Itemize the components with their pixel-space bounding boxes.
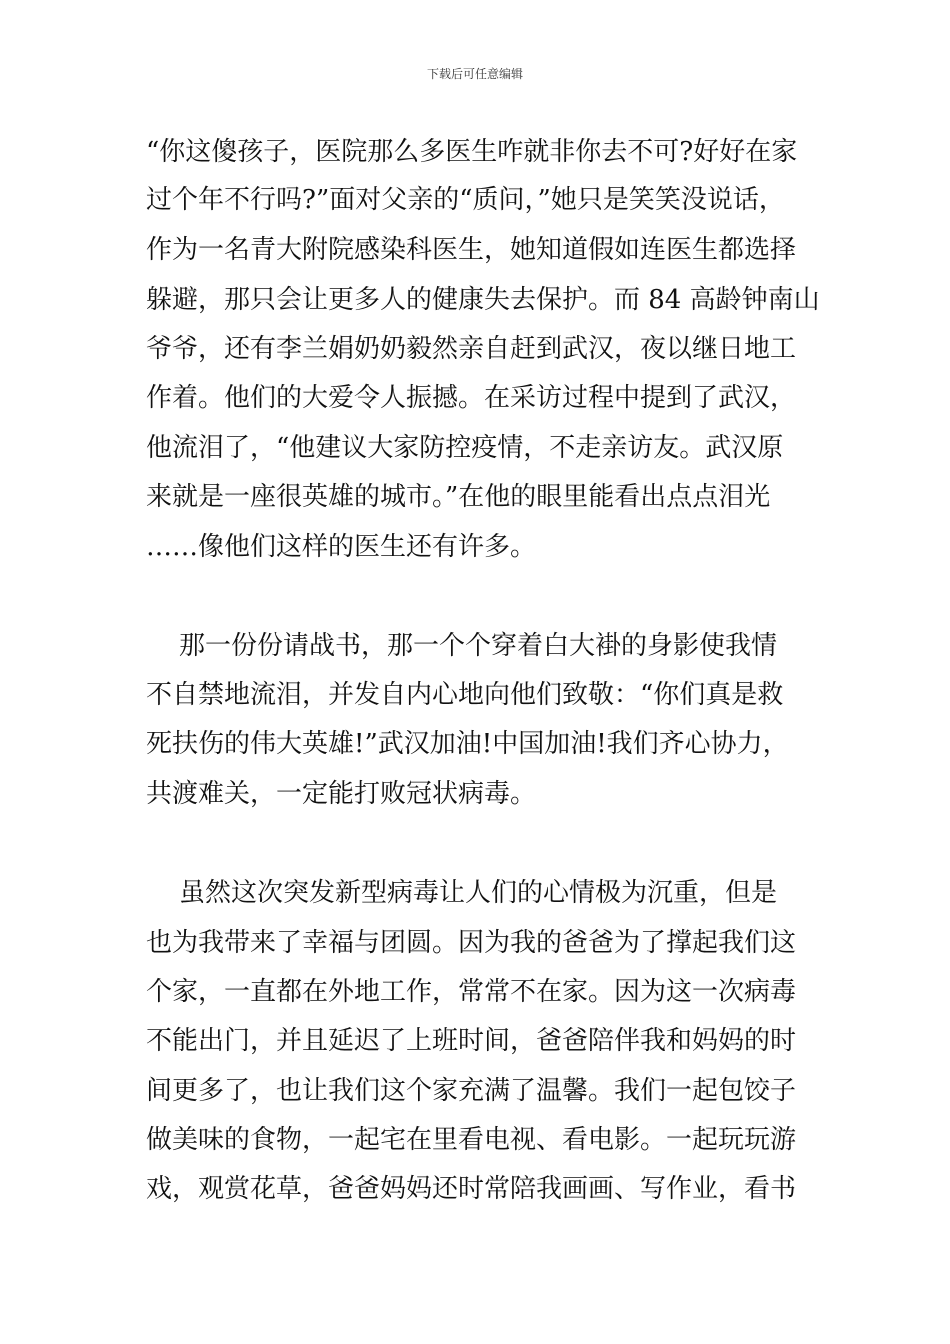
paragraph-1-line-8: 来就是一座很英雄的城市。”在他的眼里能看出点点泪光 (146, 482, 771, 512)
paragraph-1-line-6: 作着。他们的大爱令人振撼。在采访过程中提到了武汉， (146, 383, 797, 413)
page-header: 下载后可任意编辑 (426, 67, 523, 81)
paragraph-3-line-6: 做美味的食物，一起宅在里看电视、看电影。一起玩玩游 (146, 1125, 797, 1155)
paragraph-1-line-4: 躲避，那只会让更多人的健康失去保护。而 84 高龄钟南山 (146, 285, 820, 315)
paragraph-2-line-2: 不自禁地流泪，并发自内心地向他们致敬：“你们真是救 (146, 680, 784, 710)
paragraph-2-line-3: 死扶伤的伟大英雄!”武汉加油!中国加油!我们齐心协力， (146, 729, 789, 759)
paragraph-1-line-3: 作为一名青大附院感染科医生，她知道假如连医生都选择 (146, 235, 797, 265)
paragraph-3-line-3: 个家，一直都在外地工作，常常不在家。因为这一次病毒 (146, 977, 797, 1007)
paragraph-3-line-1: 虽然这次突发新型病毒让人们的心情极为沉重，但是 (146, 878, 778, 908)
paragraph-3-line-2: 也为我带来了幸福与团圆。因为我的爸爸为了撑起我们这 (146, 928, 797, 958)
paragraph-1-line-7: 他流泪了，“他建议大家防控疫情，不走亲访友。武汉原 (146, 433, 784, 463)
paragraph-1-line-9: ……像他们这样的医生还有许多。 (146, 532, 537, 562)
paragraph-2-line-1: 那一份份请战书，那一个个穿着白大褂的身影使我情 (146, 631, 778, 661)
paragraph-3-line-7: 戏，观赏花草，爸爸妈妈还时常陪我画画、写作业，看书 (146, 1174, 797, 1204)
paragraph-3-line-4: 不能出门，并且延迟了上班时间，爸爸陪伴我和妈妈的时 (146, 1026, 797, 1056)
paragraph-1-line-5: 爷爷，还有李兰娟奶奶毅然亲自赶到武汉，夜以继日地工 (146, 334, 797, 364)
paragraph-1-line-2: 过个年不行吗?”面对父亲的“质问，”她只是笑笑没说话， (146, 185, 785, 215)
paragraph-2-line-4: 共渡难关，一定能打败冠状病毒。 (146, 779, 537, 809)
paragraph-3-line-5: 间更多了，也让我们这个家充满了温馨。我们一起包饺子 (146, 1076, 797, 1106)
paragraph-1-line-1: “你这傻孩子，医院那么多医生咋就非你去不可?好好在家 (146, 137, 798, 167)
